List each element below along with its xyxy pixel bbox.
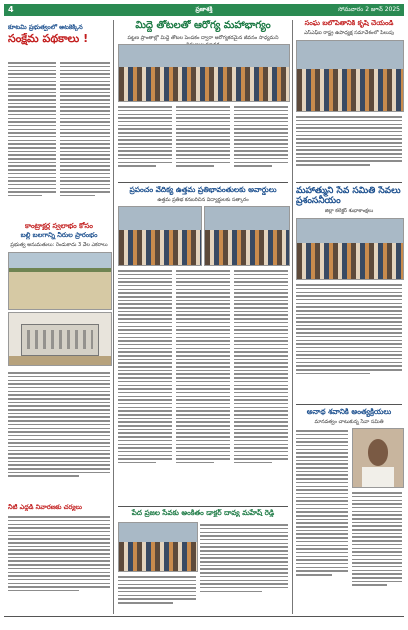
left-story2-sub: బల్లి బలగాన్ని నీరుల ప్రారంభం [20,232,98,239]
center-bottom-headline: పేద ప్రజల సేవకు అంకితం డాక్టర్ దావ్య మహేష్ రెడ్డి [131,509,275,517]
left-body-c [8,370,110,496]
right-top-sub: ఎస్‌ఎఫ్‌ఐ రాష్ట్ర ఉపాధ్యక్ష సమావేశంలో పిలుపు [303,30,395,36]
photo-award-b [204,206,290,266]
center-top-body-b [176,104,230,180]
footer-rule [4,616,404,617]
right-top-headline: సంఘ బలోపేతానికి కృషి చేయండి [304,20,394,27]
divider [296,404,402,405]
photo-doctor-event [118,522,198,572]
right-bottom-sub: మానవత్వం చాటుకున్న సేవా సమితి [314,419,384,425]
right-bottom-body-a [296,428,348,610]
page-number: 4 [8,5,14,14]
left-body-d [8,514,110,610]
right-bottom-body-b [352,490,402,610]
left-kicker: కూటమి ప్రభుత్వంలో అటకెక్కిన [8,24,83,31]
right-top-body [296,114,402,180]
center-bottom-body-a [200,522,288,610]
center-mid-body-c [234,268,288,504]
center-top-body-c [234,104,288,180]
right-mid-sub: జిల్లా కలెక్టర్ శుభాకాంక్షలు [324,208,374,214]
right-mid-body [296,282,402,402]
left-story2-headline: కాంట్రాక్టర్ల స్వలాభం కోసం [25,222,93,230]
left-body-b [60,60,110,216]
photo-building [8,312,112,366]
left-story3-headline: నీటి ఎద్దడి నివారణకు చర్యలు [8,504,82,511]
column-divider [292,20,293,614]
left-story2-byline: ప్రభుత్వ అనుమతులు: రెండుకాదు 3 వేల ఎకరాలు [10,242,108,248]
divider [296,182,402,183]
center-top-sub: పట్టణ ప్రాంతాల్లో మిద్దె తోటల పెంపకం ద్వారా ఆరోగ్యకరమైన జీవనం సాధ్యమని [127,35,279,41]
center-top-headline: మిద్దె తోటలతో ఆరోగ్య మహాభాగ్యం [135,20,271,31]
photo-award-a [118,206,202,266]
divider [118,182,288,183]
photo-land [8,252,112,310]
center-mid-body-b [176,268,230,504]
issue-date: సోమవారం 2 జూన్ 2025 [338,6,400,13]
photo-portrait [352,428,404,488]
divider [118,506,288,507]
photo-garden-event [118,44,290,102]
center-mid-body-a [118,268,172,504]
center-mid-sub: ఉత్తమ ప్రతిభ కనబరిచిన విద్యార్థులకు సత్కారం [157,197,249,203]
photo-seva-samithi [296,218,404,280]
left-headline: సంక్షేమ పథకాలు ! [8,33,89,45]
left-body-a [8,60,56,216]
paper-name: ప్రజాశక్తి [195,6,213,13]
center-mid-headline: ప్రపంచం వేదిక్య ఉత్తమ ప్రతిభావంతులకు అవార్డులు [129,186,277,194]
photo-meeting [296,40,404,112]
right-bottom-headline: అనాథ శవానికి అంత్యక్రియలు [306,408,392,416]
center-bottom-body-b [118,574,196,610]
right-mid-headline: మహాత్ముని సేవ సమితి సేవలు ప్రశంసనీయం [296,186,401,207]
center-top-body-a [118,104,172,180]
page-header [4,4,404,16]
column-divider [113,20,114,614]
